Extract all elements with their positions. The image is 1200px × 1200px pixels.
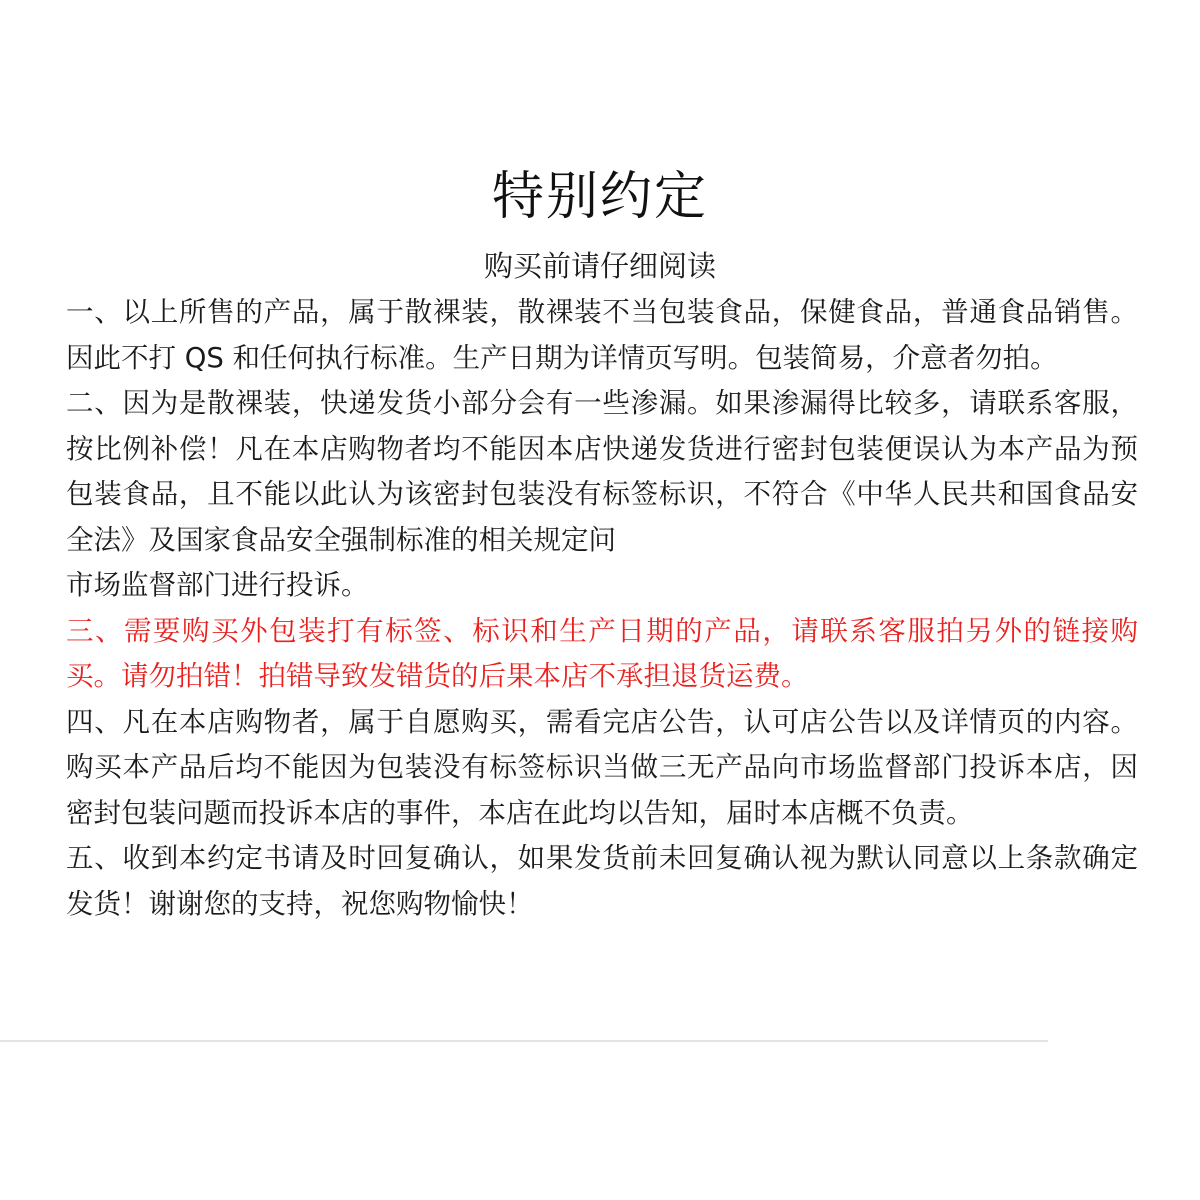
page-subtitle: 购买前请仔细阅读 [483,249,716,283]
bottom-divider [0,1040,1048,1042]
notice-body [66,290,1138,927]
clause-two: 二、因为是散裸装，快递发货小部分会有一些渗漏。如果渗漏得比较多，请联系客服，按比例补偿！凡在本店购物者均不能因本店快递发货进行密封包装便误认为本产品为预包装食品，且不能以此认为该密封包装没有标签标识，不符合《中华人民共和国食品安全法》及国家食品安全强制标准的相关规定问 [66,387,1138,556]
clause-one: 一、以上所售的产品，属于散裸装，散裸装不当包装食品，保健食品，普通食品销售。因此不打 QS 和任何执行标准。生产日期为详情页写明。包装简易，介意者勿拍。 [66,296,1138,374]
clause-three-highlighted: 三、需要购买外包装打有标签、标识和生产日期的产品，请联系客服拍另外的链接购买。请勿拍错！拍错导致发错货的后果本店不承担退货运费。 [66,614,1138,692]
clause-five: 五、收到本约定书请及时回复确认，如果发货前未回复确认视为默认同意以上条款确定发货！谢谢您的支持，祝您购物愉快！ [66,842,1138,920]
page-title: 特别约定 [491,167,708,227]
clause-four: 四、凡在本店购物者，属于自愿购买，需看完店公告，认可店公告以及详情页的内容。购买本产品后均不能因为包装没有标签标识当做三无产品向市场监督部门投诉本店，因密封包装问题而投诉本店的事件，本店在此均以告知，届时本店概不负责。 [66,705,1138,829]
clause-two-continued: 市场监督部门进行投诉。 [66,569,369,601]
